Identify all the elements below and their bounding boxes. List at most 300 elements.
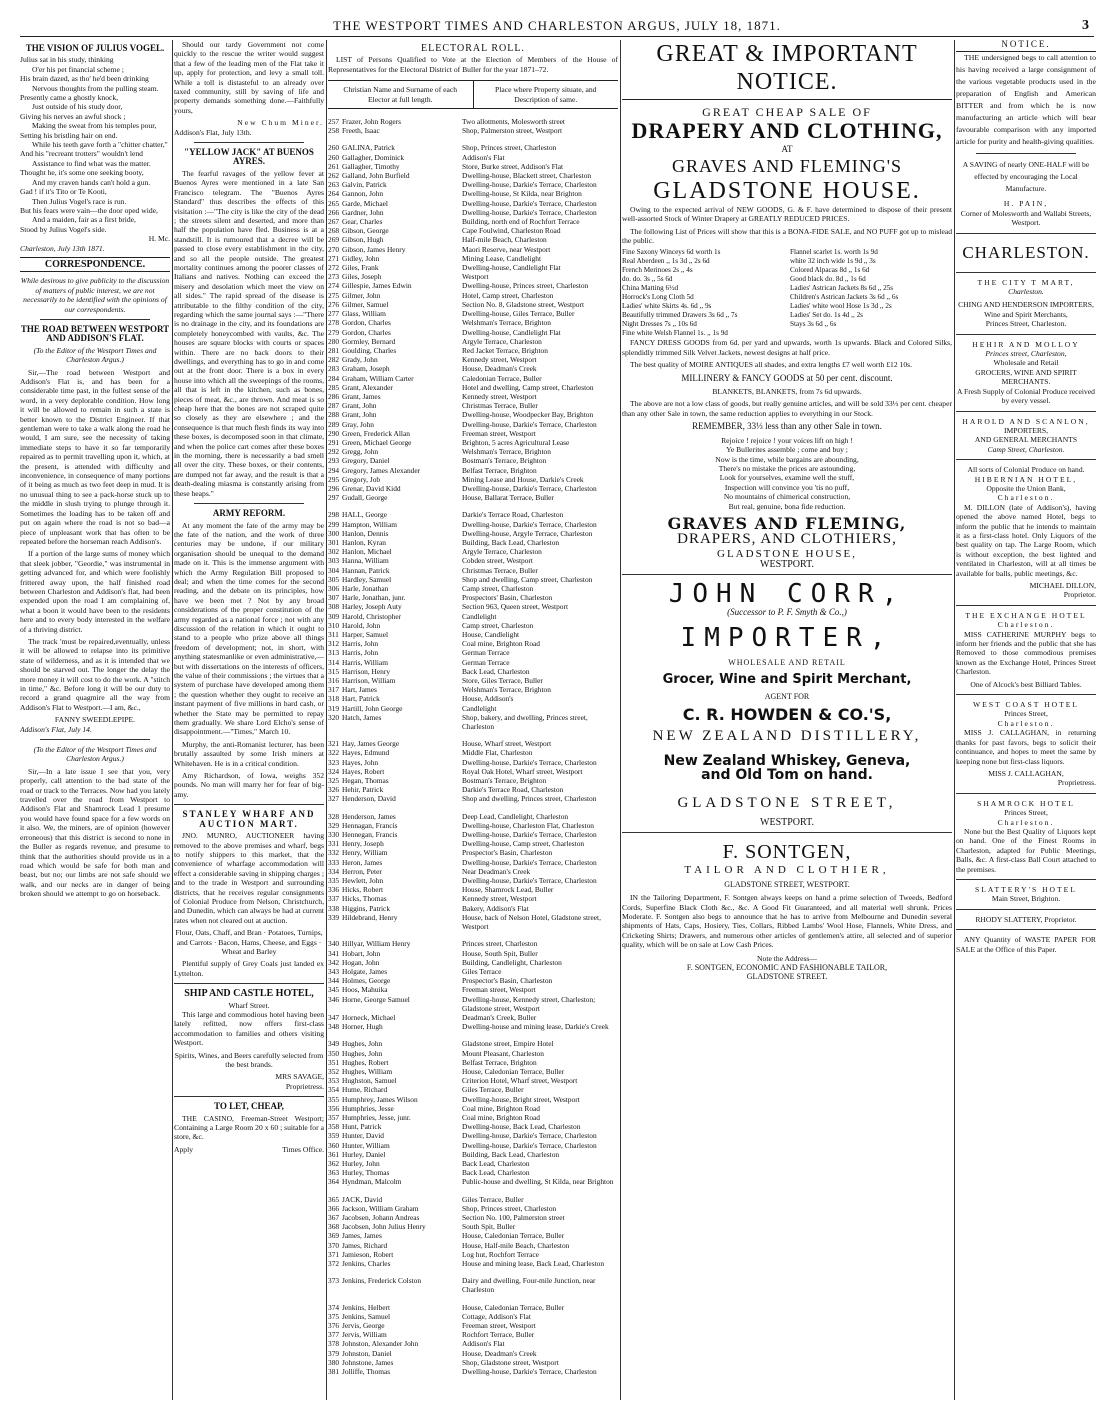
roll-number: 357 <box>328 1112 340 1122</box>
divider <box>956 909 1096 910</box>
price-item: Children's Astrican Jackets 3s 6d ,, 6s <box>790 293 899 302</box>
roll-number: 270 <box>328 244 340 254</box>
roll-number: 320 <box>328 712 340 722</box>
exchange-heading: THE EXCHANGE HOTEL <box>965 610 1087 620</box>
roll-number: 367 <box>328 1212 340 1222</box>
roll-number: 262 <box>328 171 340 181</box>
elector-name: Hildebrand, Henry <box>342 912 398 922</box>
elector-name: Gallagher, Dominick <box>342 152 405 162</box>
property-description: Deadman's Creek, Buller <box>462 1012 537 1022</box>
elector-name: Heron, James <box>342 857 383 867</box>
hehir-wholesale: Wholesale and Retail <box>993 358 1059 368</box>
elector-name: Gudall, George <box>342 493 388 503</box>
drapers-line: DRAPERS, AND CLOTHIERS, <box>677 531 897 548</box>
property-description: Store, Giles Terrace, Buller <box>462 676 543 686</box>
roll-number: 304 <box>328 565 340 575</box>
elector-name: Hunt, Patrick <box>342 1122 382 1132</box>
stanley-goods: Flour, Oats, Chaff, and Bran · Potatoes, Turnips, and Carrots · Bacon, Hams, Cheese, and Eggs · Wheat and Barley <box>175 928 323 956</box>
roll-number: 278 <box>328 318 340 328</box>
roll-number: 346 <box>328 994 340 1004</box>
table-row <box>328 475 618 484</box>
to-let-body: THE CASINO, Freeman-Street Westport; Containing a Large Room 20 x 60 ; suitable for a store, &c. <box>174 1113 324 1142</box>
elector-name: Hicks, Robert <box>342 885 384 895</box>
gladstone-house-heading: GLADSTONE HOUSE. <box>653 177 921 204</box>
property-description: Public-house and dwelling, St Kilda, near Brighton <box>462 1177 614 1187</box>
poem-line: Gad ! if it's Tito or Te Kooti, <box>20 187 107 197</box>
yellow-jack-body: The fearful ravages of the yellow fever at Buenos Ayres were mentioned in a late San Francisco telegram. The "Buenos Ayres Standard" thus describes the effects of this visitation :—"The city is like the city of the dead ; the streets silent and deserted, and more than half the population have fled. Business is at a standstill. It is rumoured that a decree will be passed to close every establishment in the city, and so all the people outside. The greatest mortality continues among the poorer classes of Italians and natives. Nothing can exceed the misery and desolation which meet the view on all sides." The rapid spread of the disease is attributable to the filthy condition of the city, regarding which the same journal says :—"There is no drainage in the city, and its foundations are completely honeycombed with vaults, &c. The houses are square blocks with courts or spaces within. There are no back doors to their dwellings, and everything has to go in and come out at the front door. There is a box in every house into which all the sweepings of the rooms, all that is left in the kitchen, such as bones, pieces of meat, &c., are thrown. And meat is so cheap here that the bones are not scraped quite so closely as they are elsewhere ; and the consequence is that much flesh finds its way into these boxes, is decomposed soon in that climate, and when the police cart comes after these boxes in the morning, there is necessarily a bad smell all over the city. These boxes, or their contents, are dumped not far away, and the result is that a death-dealing miasma is constantly arising from these heaps." <box>174 168 324 498</box>
west-coast-heading: WEST COAST HOTEL <box>973 700 1079 710</box>
verse-line: Ye Bullerites assemble ; come and buy ; <box>726 445 848 455</box>
roll-number: 326 <box>328 785 340 795</box>
table-row <box>328 374 618 383</box>
bitter-notice-body: THE undersigned begs to call attention to his having received a large consignment of the various vegetable products used in the preparation of English and American BITTER and from which he is now manufacturing an article which will bear favourable comparison with any imported article for purity and health-giving qualities. <box>956 53 1096 147</box>
elector-name: Hillyar, William Henry <box>342 939 411 949</box>
property-description: Princes street, Charleston <box>462 939 538 949</box>
property-description: Addison's Flat <box>462 152 505 162</box>
verse-line: There's no mistake the prices are astounding, <box>718 463 856 473</box>
table-row <box>328 291 618 300</box>
roll-number: 369 <box>328 1231 340 1241</box>
yellow-jack-title: "YELLOW JACK" AT BUENOS AYRES. <box>184 147 314 167</box>
property-description: Camp street, Charleston <box>462 583 534 593</box>
property-description: Shop, Princes street, Charleston <box>462 1203 557 1213</box>
electoral-roll-list <box>328 117 618 1376</box>
roll-number: 328 <box>328 811 340 821</box>
correspondence-heading: CORRESPONDENCE. <box>20 257 170 272</box>
table-row <box>328 318 618 327</box>
property-description: Christmas Terrace, Buller <box>462 565 538 575</box>
shamrock-body: None but the Best Quality of Liquors kept on hand. One of the Finest Rooms in Charleston, adapted for Public Meetings, Balls, &c. A first-class Ball Court attached to the premises. <box>956 826 1096 874</box>
elector-name: Herron, Peter <box>342 866 382 876</box>
property-description: Dwelling-house, St Kilda, near Brighton <box>462 189 582 199</box>
poem-title: THE VISION OF JULIUS VOGEL. <box>25 43 165 53</box>
table-row <box>328 767 618 776</box>
poem <box>20 55 170 234</box>
table-row <box>328 566 618 575</box>
electoral-roll-intro: LIST of Persons Qualified to Vote at the Election of Members of the House of Representatives for the Electoral District of Buller for the year 1871–72. <box>328 55 618 74</box>
ching-heading: CHING AND HENDERSON IMPORTERS, <box>958 300 1094 310</box>
divider <box>956 879 1096 880</box>
property-description: Argyle Terrace, Charleston <box>462 336 542 346</box>
elector-name: Grant, John <box>342 401 377 411</box>
roll-number: 289 <box>328 419 340 429</box>
table-row <box>328 639 618 648</box>
note-address: Note the Address— <box>757 953 817 963</box>
elector-name: Jacobsen, John Julius Henry <box>342 1222 426 1232</box>
property-description: Dwelling-house, Darkie's Terrace, Charleston <box>462 419 597 429</box>
property-description: Kennedy street, Westport <box>462 355 537 365</box>
property-description: Shop and dwelling, Princes street, Charleston <box>462 794 597 804</box>
table-row <box>328 776 618 785</box>
table-row <box>328 484 618 493</box>
roll-number: 340 <box>328 939 340 949</box>
table-row <box>328 575 618 584</box>
elector-name: Jolliffe, Thomas <box>342 1367 391 1377</box>
roll-number: 338 <box>328 903 340 913</box>
table-row <box>328 1321 618 1330</box>
column-1 <box>20 40 170 1400</box>
poem-line: Nervous thoughts from the pulling steam. <box>32 83 159 93</box>
property-description: Store, Burke street, Addison's Flat <box>462 161 564 171</box>
elector-name: Grant, John <box>342 410 377 420</box>
table-row <box>328 1177 618 1186</box>
property-description: Dwelling-house, Back Lead, Charleston <box>462 1122 581 1132</box>
table-row <box>328 529 618 538</box>
elector-name: Harold, Christopher <box>342 611 402 621</box>
elector-name: Harris, William <box>342 657 388 667</box>
poem-line: Assistance to find what was the matter. <box>32 158 151 168</box>
wholesale-line: WHOLESALE AND RETAIL <box>728 657 846 667</box>
property-description: Dwelling-house, Darkie's Terrace, Charleston <box>462 1131 597 1141</box>
to-let-title: TO LET, CHEAP, <box>214 1101 284 1112</box>
poem-line: And his "recreant trotters" wouldn't lend <box>20 149 143 159</box>
roll-number: 296 <box>328 483 340 493</box>
roll-number: 313 <box>328 648 340 658</box>
john-corr-heading: JOHN CORR, <box>668 579 906 610</box>
elector-name: Grant, Alexander <box>342 382 393 392</box>
property-description: Dwelling-house, Darkie's Terrace, Charleston <box>462 198 597 208</box>
elector-name: Hurley, Daniel <box>342 1149 386 1159</box>
property-description: Shop, Gladstone street, Westport <box>462 1357 559 1367</box>
road-letter-body <box>20 368 170 713</box>
table-row <box>328 713 618 731</box>
table-row <box>328 447 618 456</box>
roll-number: 372 <box>328 1259 340 1268</box>
roll-number: 277 <box>328 309 340 319</box>
elector-name: Harrison, Henry <box>342 666 391 676</box>
property-description: Addison's Flat <box>462 1339 505 1349</box>
elector-name: Jervis, George <box>342 1321 385 1331</box>
roll-number: 325 <box>328 776 340 786</box>
table-row <box>328 1159 618 1168</box>
property-description: Two allotments, Molesworth street <box>462 117 565 127</box>
property-description: Westport <box>462 272 489 282</box>
elector-name: Gibson, James Henry <box>342 244 406 254</box>
roll-number: 272 <box>328 263 340 273</box>
elector-name: Humphries, Jesse, junr. <box>342 1112 411 1122</box>
sontgen-heading: F. SONTGEN, <box>722 841 852 864</box>
nz-distillery-line: NEW ZEALAND DISTILLERY, <box>652 728 922 745</box>
roll-group-gap <box>328 1031 618 1039</box>
agent-for: AGENT FOR <box>764 692 810 702</box>
roll-group <box>328 939 618 1031</box>
roll-group-gap <box>328 1295 618 1303</box>
shamrock-town: Charleston. <box>997 817 1055 827</box>
property-description: South Spit, Buller <box>462 1222 516 1232</box>
price-item: Real Aberdeen ,, 1s 3d ,, 2s 6d <box>622 257 710 266</box>
table-row <box>328 1259 618 1268</box>
notice-heading-2: NOTICE. <box>956 40 1096 52</box>
road-letter-to: (To the Editor of the Westport Times and Charleston Argus.) <box>33 345 157 365</box>
table-row <box>328 410 618 419</box>
letter-date: Addison's Flat, July 13th. <box>174 127 252 137</box>
shamrock-street: Princes Street, <box>1004 808 1048 818</box>
divider <box>622 832 952 833</box>
roll-number: 330 <box>328 830 340 840</box>
table-row <box>328 355 618 364</box>
fancy-goods-text: FANCY DRESS GOODS from 6d. per yard and upwards, worth 1s upwards. Black and Colored Silks, splendidly trimmed Silk Velvet Jackets, newest designs at half price. <box>622 338 952 357</box>
elector-name: Henry, Joseph <box>342 839 384 849</box>
elector-name: Harris, John <box>342 639 379 649</box>
table-row <box>328 648 618 657</box>
table-row <box>328 913 618 931</box>
roll-number: 261 <box>328 161 340 171</box>
property-description: Cottage, Addison's Flat <box>462 1311 531 1321</box>
elector-name: Hayes, Robert <box>342 766 385 776</box>
roll-number: 339 <box>328 912 340 922</box>
roll-number: 257 <box>328 117 340 127</box>
elector-name: Hughston, Samuel <box>342 1076 397 1086</box>
roll-number: 363 <box>328 1168 340 1178</box>
table-row <box>328 143 618 152</box>
table-row <box>328 1349 618 1358</box>
property-description: Prospectors' Basin, Charleston <box>462 593 553 603</box>
dillon-body: M. DILLON (late of Addison's), having opened the above named Hotel, begs to inform the public that he intends to maintain it as a first-class hotel. Only Liquors of the best quality on tap. The Large Room, which is without exception, the best lighted and ventilated in Charleston, will at all times be available for balls, public meetings, &c. <box>956 502 1096 578</box>
grocers-line: GROCERS, WINE AND SPIRIT MERCHANTS. <box>975 367 1077 387</box>
property-description: Caledonian Terrace, Buller <box>462 373 542 383</box>
column-divider <box>172 40 173 1400</box>
elector-name: Grady, John <box>342 355 378 365</box>
table-row <box>328 1231 618 1240</box>
property-description: Building, Back Lead, Charleston <box>462 1149 560 1159</box>
property-description: Prospector's Basin, Charleston <box>462 976 553 986</box>
price-item: French Merinoes 2s ,, 4s <box>622 266 693 275</box>
to-let-apply-row <box>174 1145 324 1154</box>
property-description: Dwelling-house, Darkie's Terrace, Charleston <box>462 483 597 493</box>
hehir-heading: HEHIR AND MOLLOY <box>972 339 1080 349</box>
elector-name: Hayes, Edmund <box>342 748 390 758</box>
elector-name: Graham, Joseph <box>342 364 390 374</box>
column-divider <box>620 40 621 1400</box>
roll-header-place: Place where Property situate, and Description of same. <box>495 85 597 104</box>
drapery-heading: DRAPERY AND CLOTHING, <box>631 118 943 144</box>
roll-number: 273 <box>328 272 340 282</box>
price-item: Beautifully trimmed Drawers 3s 6d ,, 7s <box>622 311 738 320</box>
property-description: Building, north end of Rochfort Terrace <box>462 217 580 227</box>
elector-name: Goulding, Charles <box>342 345 397 355</box>
road-letter-paragraph: The track 'must be repaired,eventually, unless it will be allowed to relapse into its primitive state of wilderness, and as it is intended that we should be starved out. The longer the delay the more money it will cost to do the work. A "stitch in time," &c. Before long it will be our duty to record a grand quagmire all the way from Addison's Flat to Westport.—I am, &c., <box>20 636 170 712</box>
table-row <box>328 281 618 290</box>
roll-group-gap <box>328 804 618 812</box>
table-row <box>328 839 618 848</box>
roll-group <box>328 1039 618 1186</box>
roll-number: 299 <box>328 519 340 529</box>
verse-line: Look for yourselves, examine well the stuff, <box>719 473 855 483</box>
roll-group <box>328 510 618 731</box>
roll-number: 274 <box>328 281 340 291</box>
all-sorts: All sorts of Colonial Produce on hand. <box>967 465 1085 475</box>
roll-group <box>328 739 618 803</box>
harold-address: Camp Street, Charleston. <box>987 444 1065 454</box>
property-description: Shop, Princes street, Charleston <box>462 143 557 153</box>
roll-number: 301 <box>328 537 340 547</box>
west-coast-street: Princes Street, <box>1004 709 1048 719</box>
property-description: Darkie's Terrace Road, Charleston <box>462 785 564 795</box>
property-description: German Terrace <box>462 648 510 658</box>
table-row <box>328 429 618 438</box>
divider <box>956 929 1096 930</box>
graves-fleming-heading: GRAVES AND FLEMING'S <box>672 155 902 176</box>
elector-name: Glass, William <box>342 309 386 319</box>
roll-number: 295 <box>328 474 340 484</box>
price-list <box>622 248 952 338</box>
following-text: The following List of Prices will show that this is a BONA-FIDE SALE, and NO PUFF got up to mislead the public. <box>622 226 952 246</box>
divider <box>194 503 304 504</box>
property-description: Brighton, 5 acres Agricultural Lease <box>462 437 570 447</box>
elector-name: Hegan, Thomas <box>342 776 389 786</box>
roll-number: 376 <box>328 1321 340 1331</box>
table-row <box>328 584 618 593</box>
roll-number: 309 <box>328 611 340 621</box>
verse-line: But real, genuine, bona fide reduction. <box>728 501 846 511</box>
price-item: Fine Saxony Winceys 6d worth 1s <box>622 248 721 257</box>
roll-number: 258 <box>328 126 340 136</box>
roll-number: 279 <box>328 327 340 337</box>
poem-line: Then Julius Vogel's race is run. <box>32 196 127 206</box>
elector-name: Hunter, William <box>342 1140 390 1150</box>
property-description: Bostman's Terrace, Brighton <box>462 776 547 786</box>
table-row <box>328 995 618 1013</box>
price-item: do. do. 3s ,, 5s 6d <box>622 275 673 284</box>
elector-name: Jenkins, Samuel <box>342 1311 391 1321</box>
table-row <box>328 392 618 401</box>
verse-line: Now is the time, while bargains are abounding, <box>715 454 859 464</box>
table-row <box>328 1141 618 1150</box>
westport-line: WESTPORT. <box>760 558 814 570</box>
elector-name: Hicks, Thomas <box>342 894 387 904</box>
roll-number: 360 <box>328 1140 340 1150</box>
roll-number: 343 <box>328 966 340 976</box>
roll-number: 286 <box>328 391 340 401</box>
table-row <box>328 1367 618 1376</box>
elector-name: Hannan, Patrick <box>342 565 390 575</box>
poem-line: Stood by Julius Vogel's side. <box>20 224 107 234</box>
road-letter-paragraph: If a portion of the large sums of money which that sleek jobber, "Geordie," was instrumental in getting advanced for, and which were foolishly frittered away upon, the half finished road between Charleston and Addison's flat, had been expended upon the road I am complaining of, what a boon it would have been to the residents here and to every body interested in the welfare of a thriving district. <box>20 549 170 634</box>
property-description: Hotel and dwelling, Camp street, Charleston <box>462 382 594 392</box>
property-description: Dwelling-house, Darkie's Terrace, Charleston <box>462 876 597 886</box>
divider <box>956 793 1096 794</box>
property-description: Welshman's Terrace, Brighton <box>462 318 551 328</box>
price-item: Horrock's Long Cloth 5d <box>622 293 694 302</box>
pain-name: H. PAIN, <box>1003 199 1049 209</box>
property-description: Back Lead, Charleston <box>462 1158 530 1168</box>
letter-signature: New Chum Miner. <box>237 118 324 128</box>
roll-number: 291 <box>328 437 340 447</box>
roll-number: 267 <box>328 217 340 227</box>
property-description: Hotel, Camp street, Charleston <box>462 290 554 300</box>
hibernian-heading: HIBERNIAN HOTEL, <box>974 474 1078 484</box>
roll-number: 311 <box>328 630 339 639</box>
ship-castle-signature: MRS SAVAGE, <box>275 1072 324 1082</box>
elector-name: Hatch, James <box>342 712 382 722</box>
elector-name: Hughes, John <box>342 1048 383 1058</box>
elector-name: Frazer, John Rogers <box>342 117 402 127</box>
city-mart: THE CITY T MART, <box>977 277 1075 287</box>
price-item: Ladies' Astrican Jackets 8s 6d ,, 25s <box>790 284 894 293</box>
table-row <box>328 694 618 703</box>
roll-group <box>328 117 618 135</box>
roll-number: 345 <box>328 985 340 995</box>
roll-number: 318 <box>328 694 340 704</box>
roll-number: 312 <box>328 639 340 649</box>
elector-name: Hampton, William <box>342 519 397 529</box>
property-description: House and mining lease, Back Lead, Charleston <box>462 1259 605 1268</box>
dillon-prop: Proprietor. <box>1063 590 1096 600</box>
letter2-body: Sir,—In a late issue I see that you, very properly, call attention to the bad state of the road or track to the Terraces. Now had you lately travelled over the road from Westport to Addison's Flat and Shamrock Lead I presume you would have found space for a few words on it also. We, the miners, are of opinion (however erroneous) that this district is second to none in the Buller as regards revenue, and presume to think that the authorities should provide us in a road which would be safe for both man and beast, but no; our limbs are not safe should we walk, and our necks are in danger of being broken should we attempt to go on horseback. <box>20 766 170 899</box>
gladstone-street-line: GLADSTONE STREET, <box>677 795 897 811</box>
elector-name: Gordon, Charles <box>342 318 391 328</box>
roll-number: 366 <box>328 1203 340 1213</box>
elector-name: Harris, John <box>342 648 379 658</box>
divider <box>976 153 1076 154</box>
table-row <box>328 939 618 948</box>
property-description: Giles Terrace <box>462 966 502 976</box>
old-tom-line: and Old Tom on hand. <box>701 766 873 783</box>
elector-name: Hurley, John <box>342 1158 380 1168</box>
column-3-electoral-roll <box>328 40 618 1400</box>
divider <box>174 804 324 805</box>
property-description: Dwelling-house, Darkie's Terrace, Charleston <box>462 519 597 529</box>
elector-name: Gregory, James Alexander <box>342 465 421 475</box>
roll-number: 316 <box>328 676 340 686</box>
column-divider <box>954 40 955 1400</box>
table-row <box>328 1085 618 1094</box>
poem-line: Setting his bristling hair on end. <box>20 130 118 140</box>
price-item: Fine white Welsh Flannel 1s. ,, 1s 9d <box>622 329 728 338</box>
roll-group <box>328 143 618 502</box>
table-row <box>328 556 618 565</box>
table-row <box>328 985 618 994</box>
stanley-coal: Plentiful supply of Grey Coals just landed ex Lyttelton. <box>174 959 324 978</box>
stanley-wharf-title: STANLEY WHARF AND AUCTION MART. <box>182 809 316 829</box>
elector-name: Gilmer, John <box>342 290 381 300</box>
roll-group <box>328 1276 618 1294</box>
roll-number: 310 <box>328 620 340 630</box>
roll-group <box>328 1303 618 1377</box>
elector-name: Hewlett, John <box>342 876 384 886</box>
elector-name: Hughes, William <box>342 1066 393 1076</box>
roll-number: 349 <box>328 1039 340 1049</box>
table-row <box>328 904 618 913</box>
sontgen-tagline: F. SONTGEN, ECONOMIC AND FASHIONABLE TAILOR, <box>686 963 888 973</box>
property-description: Dwelling-house, Kennedy street, Charleston; Gladstone street, Westport <box>462 994 596 1013</box>
roll-number: 323 <box>328 757 340 767</box>
roll-number: 370 <box>328 1240 340 1250</box>
table-row <box>328 1067 618 1076</box>
shamrock-heading: SHAMROCK HOTEL <box>977 798 1075 808</box>
table-row <box>328 848 618 857</box>
elector-name: Gilmer, Samuel <box>342 299 389 309</box>
table-row <box>328 1222 618 1231</box>
roll-number: 351 <box>328 1057 340 1067</box>
elector-name: Humphrey, James Wilson <box>342 1094 418 1104</box>
elector-name: Hehir, Patrick <box>342 785 384 795</box>
table-row <box>328 538 618 547</box>
roll-number: 298 <box>328 510 340 520</box>
millinery-line: MILLINERY & FANCY GOODS at 50 per cent. discount. <box>681 372 893 383</box>
column-4-ads <box>622 40 952 1400</box>
table-row <box>328 272 618 281</box>
table-row <box>328 704 618 713</box>
property-description: Dwelling-house, Darkie's Terrace, Charleston <box>462 1140 597 1150</box>
table-row <box>328 894 618 903</box>
howden-line: C. R. HOWDEN & CO.'S, <box>682 704 892 724</box>
property-description: Candlelight <box>462 703 497 713</box>
elector-name: Green, Frederick Allan <box>342 428 410 438</box>
property-description: Deep Lead, Candlelight, Charleston <box>462 811 569 821</box>
property-description: Shop, bakery, and dwelling, Princes street, Charleston <box>462 712 588 732</box>
property-description: Belfast Terrace, Brighton <box>462 1057 537 1067</box>
